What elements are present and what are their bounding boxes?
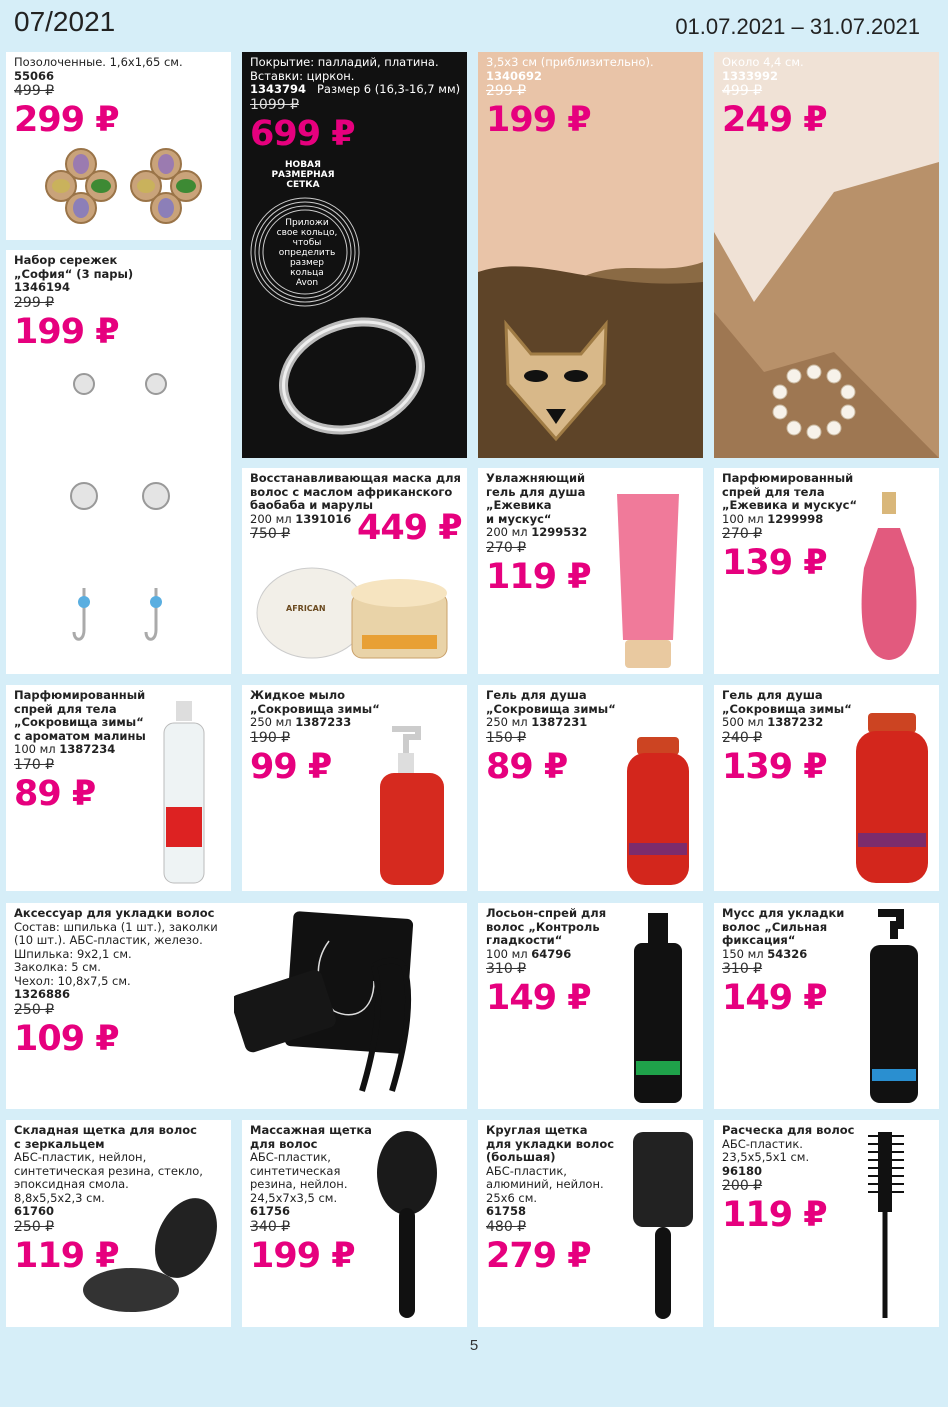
product-name: Расческа для волос xyxy=(722,1123,855,1137)
product-desc: АБС-пластик, нейлон, синтетическая резина, стекло, эпоксидная смола. 8,8х5,5х2,3 см. xyxy=(14,1150,203,1205)
large-red-shower-gel-bottle-image xyxy=(852,709,932,887)
product-volume: 150 мл xyxy=(722,946,764,961)
product-desc: АБС-пластик. 23,5х5,5х1 см. xyxy=(722,1136,810,1164)
product-card-styling-mousse[interactable] xyxy=(714,903,939,1109)
product-code: 1391016 xyxy=(295,511,352,526)
catalog-dates: 01.07.2021 – 31.07.2021 xyxy=(675,14,920,39)
product-card-shower-gel-winter-250[interactable] xyxy=(478,685,703,891)
comb-image xyxy=(864,1128,914,1323)
product-name: Восстанавливающая маска для волос с маслом африканского баобаба и марулы xyxy=(250,471,461,512)
hair-mask-jar-image xyxy=(252,563,452,668)
hair-accessory-kit-image xyxy=(234,911,459,1101)
price: 119 ₽ xyxy=(486,556,591,597)
old-price: 200 ₽ xyxy=(722,1178,763,1194)
price: 249 ₽ xyxy=(722,100,827,140)
product-volume: 100 мл xyxy=(486,946,528,961)
old-price: 499 ₽ xyxy=(722,83,763,99)
price: 199 ₽ xyxy=(486,100,591,140)
price: 699 ₽ xyxy=(250,113,355,154)
old-price: 480 ₽ xyxy=(486,1218,527,1235)
product-card-hair-mask[interactable] xyxy=(242,468,467,674)
price: 139 ₽ xyxy=(722,746,827,787)
product-code: 1346194 xyxy=(14,280,71,294)
price: 119 ₽ xyxy=(722,1195,827,1235)
product-name: Набор сережек „София“ (3 пары) xyxy=(14,253,134,281)
product-code: 1333992 xyxy=(722,68,779,83)
product-code: 61758 xyxy=(486,1204,527,1218)
product-code: 55066 xyxy=(14,68,55,83)
product-card-earrings-gold[interactable] xyxy=(6,52,231,240)
pink-spray-bottle-image xyxy=(854,488,924,668)
old-price: 270 ₽ xyxy=(486,539,527,556)
product-name: Мусс для укладки волос „Сильная фиксация“ xyxy=(722,906,845,947)
price: 119 ₽ xyxy=(14,1235,119,1276)
price: 89 ₽ xyxy=(486,746,568,787)
clear-spray-bottle-image xyxy=(154,697,214,887)
product-desc: Покрытие: палладий, платина. Вставки: циркон. xyxy=(250,55,439,83)
earrings-image xyxy=(36,144,211,236)
ring-size: Размер 6 (16,3-16,7 мм) xyxy=(316,82,461,96)
product-code: 1387232 xyxy=(767,715,824,729)
product-code: 1387233 xyxy=(295,715,352,729)
price: 139 ₽ xyxy=(722,543,827,583)
product-name: Складная щетка для волос с зеркальцем xyxy=(14,1123,197,1151)
price: 99 ₽ xyxy=(250,746,332,787)
product-card-comb[interactable] xyxy=(714,1120,939,1327)
pearl-brooch-image xyxy=(764,362,864,442)
product-card-massage-brush[interactable] xyxy=(242,1120,467,1327)
old-price: 250 ₽ xyxy=(14,1218,55,1235)
product-name: Массажная щетка для волос xyxy=(250,1123,372,1151)
product-card-ring[interactable] xyxy=(242,52,467,458)
product-volume: 250 мл xyxy=(486,715,528,729)
price: 279 ₽ xyxy=(486,1235,591,1276)
product-card-body-spray-winter[interactable] xyxy=(6,685,231,891)
product-desc: АБС-пластик, синтетическая резина, нейлон. 24,5х7х3,5 см. xyxy=(250,1150,348,1205)
page-number: 5 xyxy=(469,1337,479,1354)
product-desc: АБС-пластик, алюминий, нейлон. 25х6 см. xyxy=(486,1163,604,1205)
product-code: 54326 xyxy=(767,946,808,961)
soap-pump-bottle-image xyxy=(372,723,452,888)
product-code: 1387231 xyxy=(531,715,588,729)
pink-tube-image xyxy=(613,490,683,670)
product-desc: Около 4,4 см. xyxy=(722,55,804,69)
old-price: 750 ₽ xyxy=(250,526,291,542)
product-volume: 200 мл xyxy=(486,525,528,539)
size-badge-text: Приложи свое кольцо, чтобы определить размер кольца Avon xyxy=(276,218,338,288)
price: 89 ₽ xyxy=(14,773,96,814)
product-card-shower-gel-blackberry[interactable] xyxy=(478,468,703,674)
massage-brush-image xyxy=(372,1128,442,1323)
catalog-issue: 07/2021 xyxy=(14,6,116,37)
product-code: 61760 xyxy=(14,1204,55,1218)
earring-set-image xyxy=(56,360,186,660)
product-card-earrings-sofia[interactable] xyxy=(6,250,231,674)
old-price: 299 ₽ xyxy=(486,83,527,99)
product-desc: 3,5х3 см (приблизительно). xyxy=(486,55,654,69)
product-name: Круглая щетка для укладки волос (большая) xyxy=(486,1123,615,1164)
old-price: 250 ₽ xyxy=(14,1001,55,1018)
product-volume: 500 мл xyxy=(722,715,764,729)
price: 109 ₽ xyxy=(14,1018,119,1059)
product-volume: 100 мл xyxy=(14,742,56,756)
product-card-round-brush[interactable] xyxy=(478,1120,703,1327)
product-desc: Состав: шпилька (1 шт.), заколки (10 шт.). АБС-пластик, железо. Шпилька: 9х2,1 см. Заколка: 5 см. Чехол: 10,8х7,5 см. xyxy=(14,919,218,988)
product-code: 1343794 xyxy=(250,82,307,96)
product-card-hair-accessory[interactable] xyxy=(6,903,467,1109)
old-price: 170 ₽ xyxy=(14,756,55,773)
price: 149 ₽ xyxy=(486,978,591,1018)
product-card-brooch-pearl[interactable] xyxy=(714,52,939,458)
product-code: 61756 xyxy=(250,1204,291,1218)
product-code: 96180 xyxy=(722,1163,763,1178)
old-price: 299 ₽ xyxy=(14,294,55,311)
product-name: Увлажняющий гель для душа „Ежевика и мускус“ xyxy=(486,471,586,526)
product-card-brooch-leopard[interactable] xyxy=(478,52,703,458)
price: 299 ₽ xyxy=(14,100,119,140)
round-brush-image xyxy=(628,1128,698,1323)
product-code: 1387234 xyxy=(59,742,116,756)
black-spray-bottle-image xyxy=(628,909,688,1107)
product-code: 1299532 xyxy=(531,525,588,539)
old-price: 1099 ₽ xyxy=(250,96,299,113)
old-price: 499 ₽ xyxy=(14,83,55,99)
red-shower-gel-bottle-image xyxy=(623,733,693,888)
ring-image xyxy=(272,314,432,439)
product-volume: 100 мл xyxy=(722,511,764,526)
product-card-body-spray-blackberry[interactable] xyxy=(714,468,939,674)
product-code: 1299998 xyxy=(767,511,824,526)
leopard-brooch-image xyxy=(486,314,626,444)
product-volume: 250 мл xyxy=(250,715,292,729)
folding-brush-image xyxy=(76,1190,226,1320)
old-price: 240 ₽ xyxy=(722,729,763,746)
product-name: Жидкое мыло „Сокровища зимы“ xyxy=(250,688,380,716)
product-code: 1340692 xyxy=(486,68,543,83)
price: 199 ₽ xyxy=(14,311,119,352)
product-name: Гель для душа „Сокровища зимы“ xyxy=(722,688,852,716)
product-name: Парфюмированный спрей для тела „Сокровища зимы“ с ароматом малины xyxy=(14,688,146,743)
mousse-pump-bottle-image xyxy=(864,909,924,1107)
price: 149 ₽ xyxy=(722,978,827,1018)
product-card-liquid-soap[interactable] xyxy=(242,685,467,891)
product-card-shower-gel-winter-500[interactable] xyxy=(714,685,939,891)
product-name: Лосьон-спрей для волос „Контроль гладкости“ xyxy=(486,906,607,947)
old-price: 270 ₽ xyxy=(722,526,763,542)
product-name: Аксессуар для укладки волос xyxy=(14,906,215,920)
old-price: 340 ₽ xyxy=(250,1218,291,1235)
product-card-folding-brush[interactable] xyxy=(6,1120,231,1327)
product-code: 1326886 xyxy=(14,987,71,1001)
product-name: Парфюмированный спрей для тела „Ежевика и мускус“ xyxy=(722,471,858,512)
old-price: 310 ₽ xyxy=(486,961,527,977)
product-code: 64796 xyxy=(531,946,572,961)
product-card-smoothing-spray[interactable] xyxy=(478,903,703,1109)
old-price: 150 ₽ xyxy=(486,729,527,746)
product-desc: Позолоченные. 1,6х1,65 см. xyxy=(14,55,183,69)
old-price: 190 ₽ xyxy=(250,729,291,746)
old-price: 310 ₽ xyxy=(722,961,763,977)
price: 199 ₽ xyxy=(250,1235,355,1276)
product-volume: 200 мл xyxy=(250,511,292,526)
size-badge-title: НОВАЯ РАЗМЕРНАЯ СЕТКА xyxy=(271,160,335,190)
price: 449 ₽ xyxy=(357,508,462,548)
jar-brand-label: AFRICAN xyxy=(286,604,326,613)
product-name: Гель для душа „Сокровища зимы“ xyxy=(486,688,616,716)
